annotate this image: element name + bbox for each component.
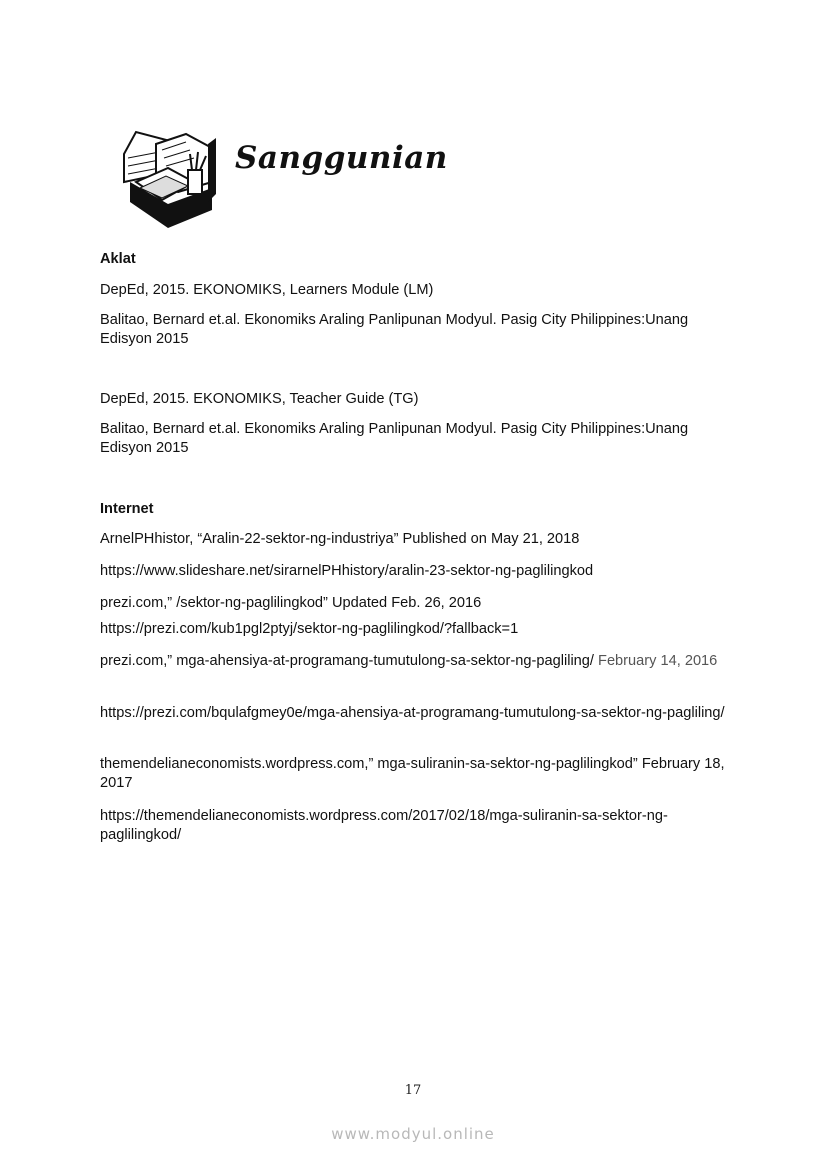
section-heading-aklat: Aklat <box>100 251 136 267</box>
reference-entry: themendelianeconomists.wordpress.com,” mga-suliranin-sa-sektor-ng-paglilingkod” February 18, 2017 <box>100 756 725 791</box>
section-heading-internet: Internet <box>100 501 154 517</box>
footer-watermark: www.modyul.online <box>331 1125 495 1143</box>
reference-entry: Balitao, Bernard et.al. Ekonomiks Araling Panlipunan Modyul. Pasig City Philippines:Unang Edisyon 2015 <box>100 421 689 456</box>
reference-entry: DepEd, 2015. EKONOMIKS, Teacher Guide (TG) <box>100 391 419 407</box>
reference-url: https://themendelianeconomists.wordpress.com/2017/02/18/mga-suliranin-sa-sektor-ng-paglilingkod/ <box>100 808 668 843</box>
reference-entry: ArnelPHhistor, “Aralin-22-sektor-ng-industriya” Published on May 21, 2018 <box>100 531 580 547</box>
reference-entry: DepEd, 2015. EKONOMIKS, Learners Module (LM) <box>100 282 434 298</box>
reference-entry <box>100 652 740 671</box>
reference-url: https://www.slideshare.net/sirarnelPHhistory/aralin-23-sektor-ng-paglilingkod <box>100 563 594 579</box>
page-number: 17 <box>404 1083 422 1098</box>
reference-entry: Balitao, Bernard et.al. Ekonomiks Araling Panlipunan Modyul. Pasig City Philippines:Unang Edisyon 2015 <box>100 312 689 347</box>
books-desk-icon <box>116 124 218 230</box>
page-title: Sanggunian <box>235 140 448 176</box>
reference-entry: prezi.com,” /sektor-ng-paglilingkod” Updated Feb. 26, 2016 <box>100 595 482 611</box>
reference-url: https://prezi.com/bqulafgmey0e/mga-ahensiya-at-programang-tumutulong-sa-sektor-ng-pagliling/ <box>100 705 725 721</box>
reference-entry-main: prezi.com,” mga-ahensiya-at-programang-tumutulong-sa-sektor-ng-pagliling/ <box>100 653 599 669</box>
reference-url: https://prezi.com/kub1pgl2ptyj/sektor-ng-paglilingkod/?fallback=1 <box>100 621 519 637</box>
reference-entry-date: February 14, 2016 <box>598 653 718 669</box>
